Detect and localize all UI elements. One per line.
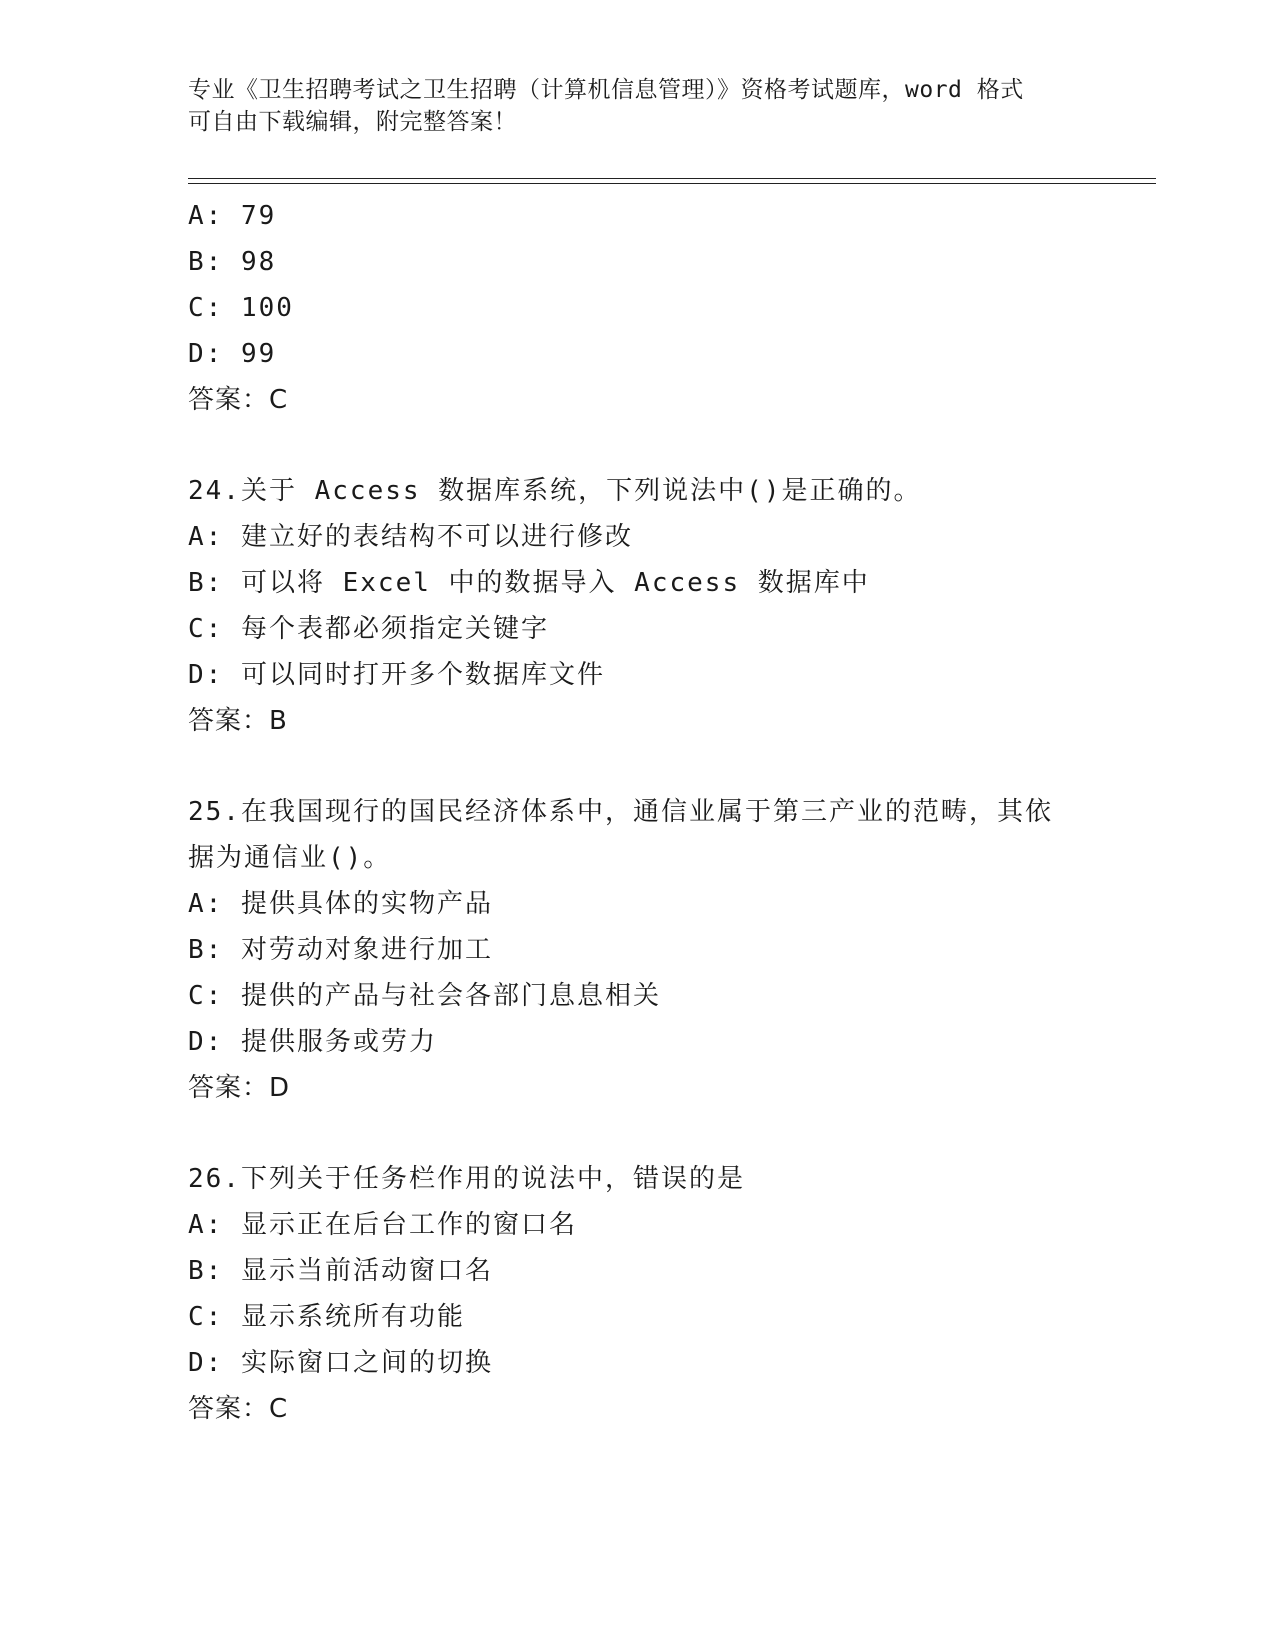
spacer [188, 1111, 1088, 1156]
question-title-line-2: 据为通信业()。 [188, 843, 392, 873]
question-23-continued [188, 193, 1088, 423]
question-title: 24.关于 Access 数据库系统，下列说法中()是正确的。 [188, 476, 922, 506]
option-d: D: 实际窗口之间的切换 [188, 1348, 493, 1378]
option-d: D: 99 [188, 339, 277, 369]
option-c: C: 每个表都必须指定关键字 [188, 614, 549, 644]
option-a: A: 显示正在后台工作的窗口名 [188, 1210, 577, 1240]
option-b: B: 可以将 Excel 中的数据导入 Access 数据库中 [188, 568, 870, 598]
spacer [188, 744, 1088, 789]
question-24 [188, 468, 1088, 744]
option-c: C: 100 [188, 293, 294, 323]
option-c: C: 提供的产品与社会各部门息息相关 [188, 981, 661, 1011]
option-b: B: 对劳动对象进行加工 [188, 935, 493, 965]
document-header [188, 74, 1068, 138]
header-divider-bottom [188, 183, 1156, 184]
option-c: C: 显示系统所有功能 [188, 1302, 465, 1332]
spacer [188, 423, 1088, 468]
option-b: B: 98 [188, 247, 277, 277]
option-a: A: 提供具体的实物产品 [188, 889, 493, 919]
question-26 [188, 1156, 1088, 1432]
question-title: 26.下列关于任务栏作用的说法中，错误的是 [188, 1164, 745, 1194]
answer-line: 答案：C [188, 1394, 289, 1424]
question-25 [188, 789, 1088, 1111]
header-line-1: 专业《卫生招聘考试之卫生招聘（计算机信息管理）》资格考试题库，word 格式 [188, 77, 1024, 103]
option-a: A: 建立好的表结构不可以进行修改 [188, 522, 633, 552]
header-line-2: 可自由下载编辑，附完整答案！ [188, 109, 517, 135]
answer-line: 答案：C [188, 385, 289, 415]
option-a: A: 79 [188, 201, 277, 231]
option-d: D: 可以同时打开多个数据库文件 [188, 660, 605, 690]
answer-line: 答案：B [188, 706, 288, 736]
option-d: D: 提供服务或劳力 [188, 1027, 437, 1057]
question-title-line-1: 25.在我国现行的国民经济体系中，通信业属于第三产业的范畴，其依 [188, 797, 1053, 827]
question-content [188, 193, 1088, 1432]
option-b: B: 显示当前活动窗口名 [188, 1256, 493, 1286]
answer-line: 答案：D [188, 1073, 291, 1103]
header-divider-top [188, 178, 1156, 179]
